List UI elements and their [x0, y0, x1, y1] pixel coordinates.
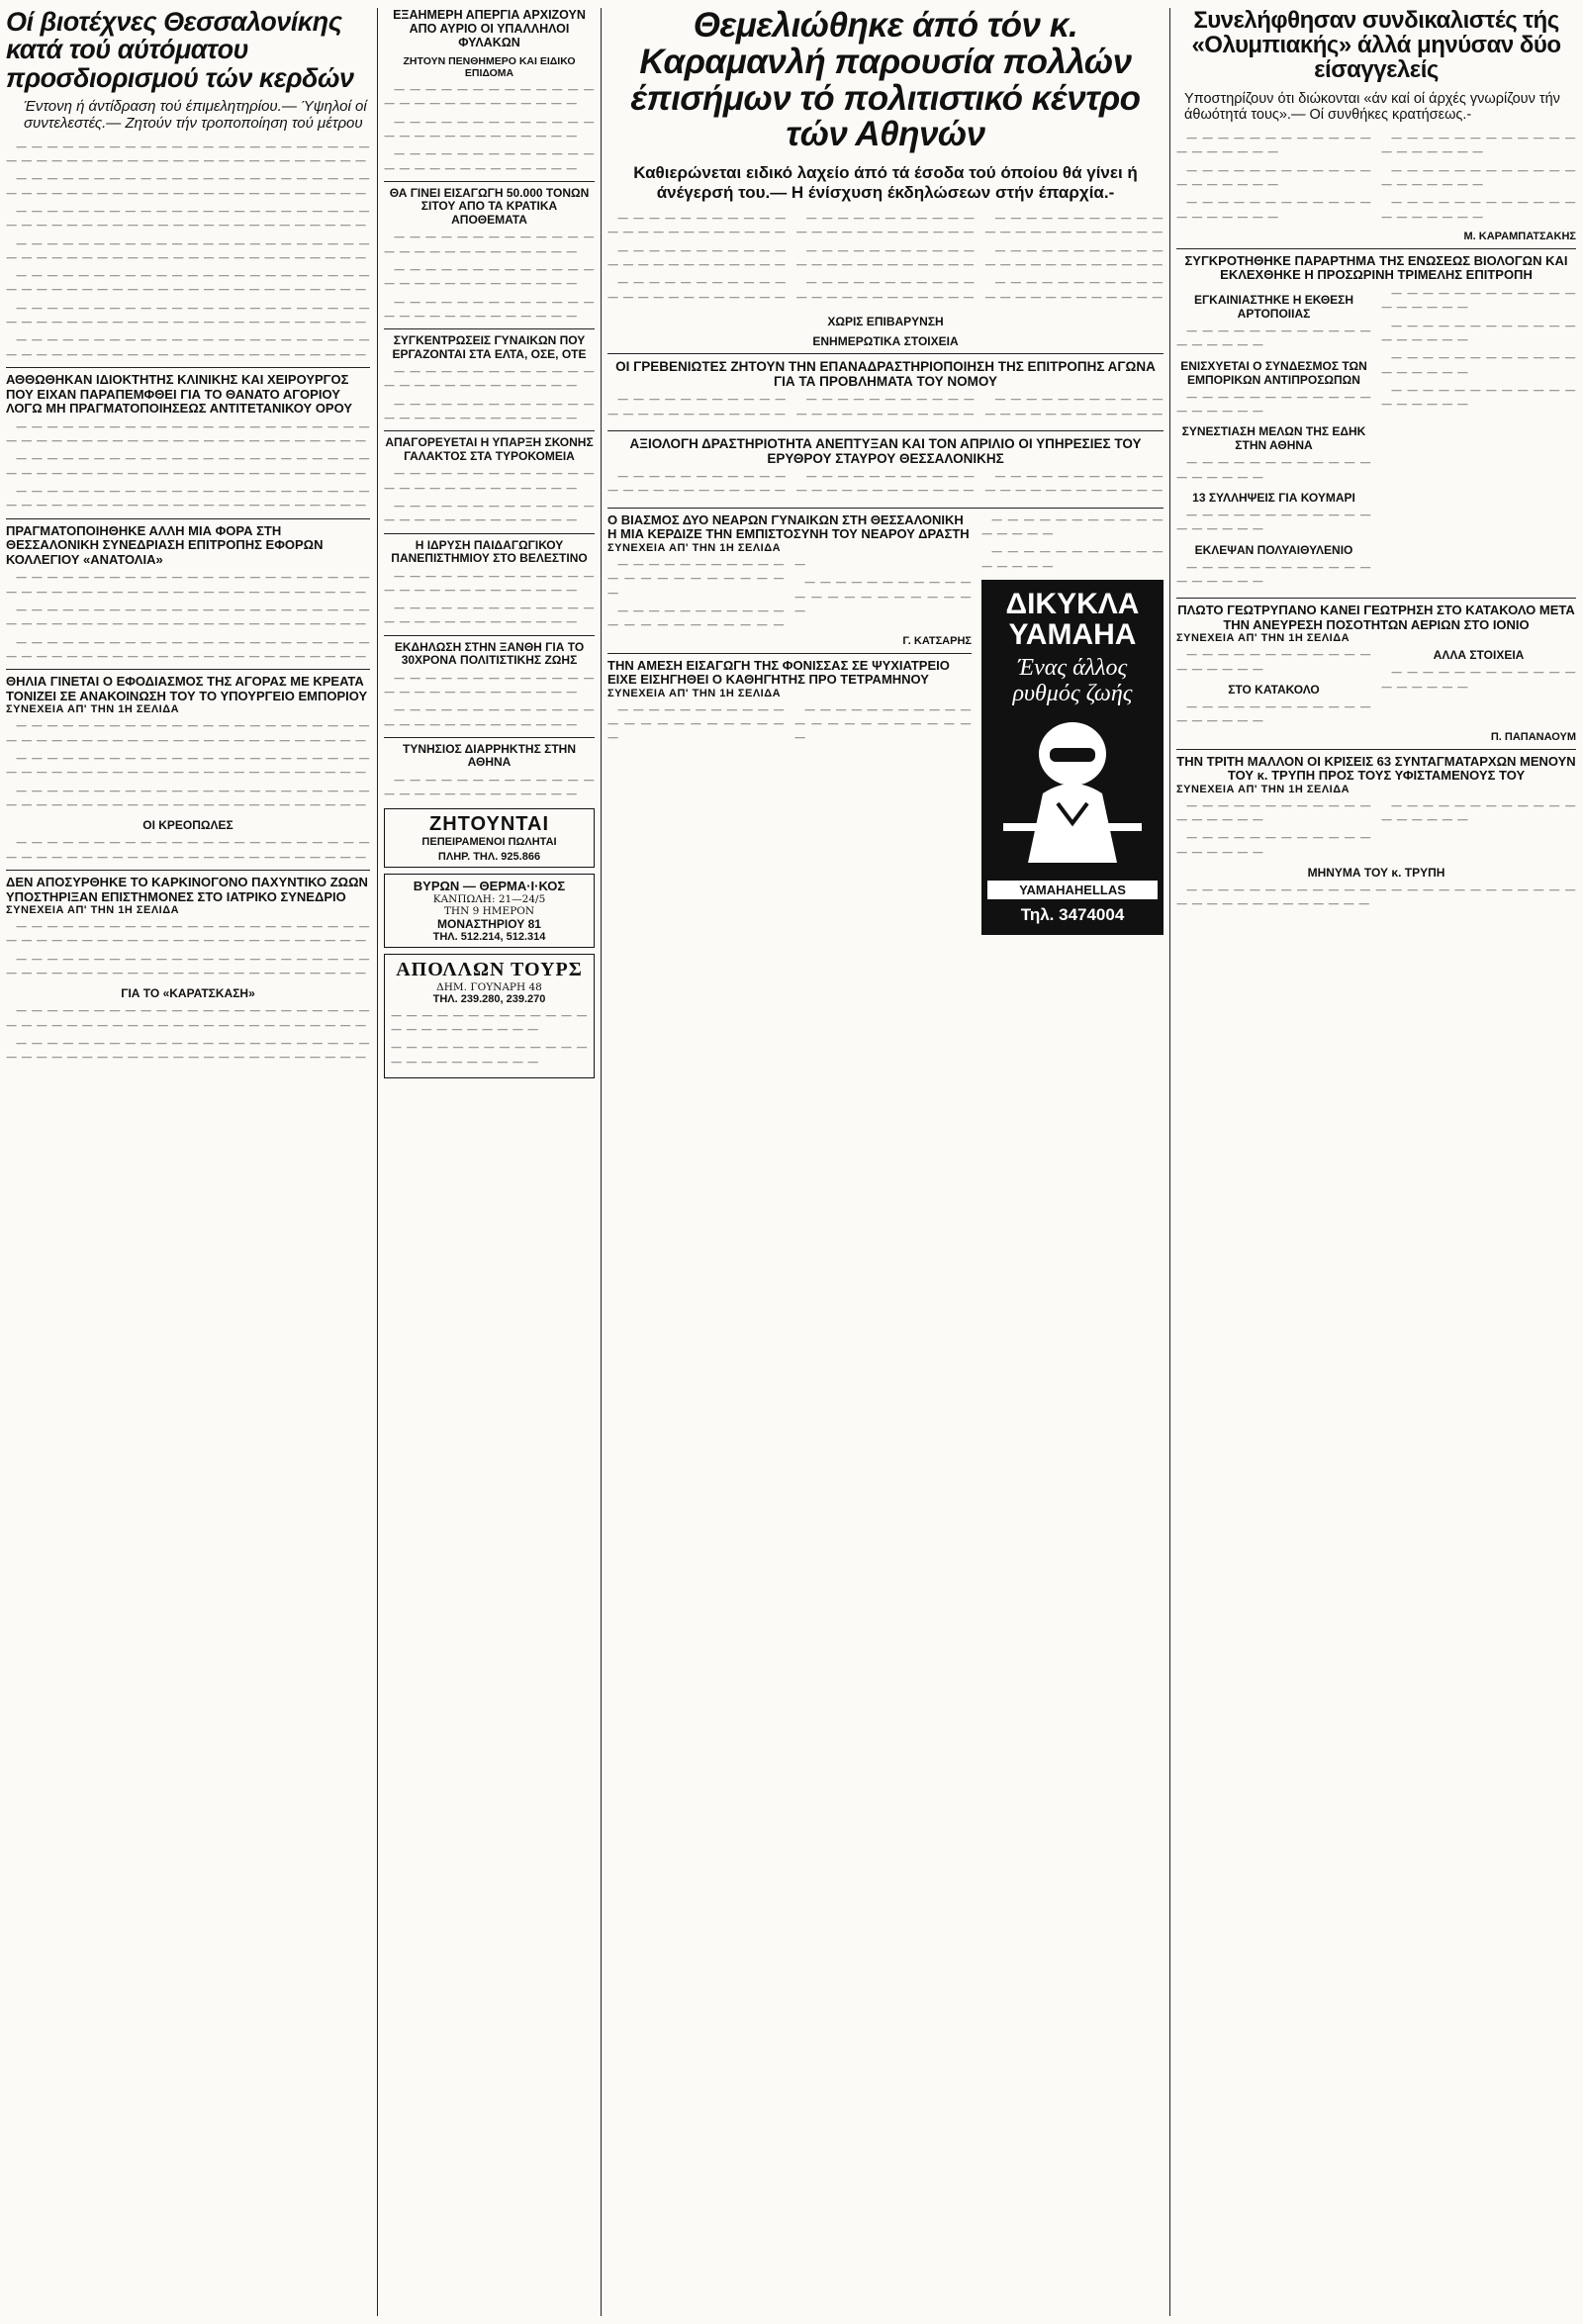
section-subhead: ΟΙ ΚΡΕΟΠΩΛΕΣ	[142, 818, 233, 833]
section-subhead: ΜΗΝΥΜΑ ΤΟΥ κ. ΤΡΥΠΗ	[1307, 866, 1445, 881]
subhead-craftsmen: Έντονη ή άντίδραση τού έπιμελητηρίου.— Ύψηλοί οί συντελεστές.— Ζητούν τήν τροποποίηση τού μέτρου	[24, 98, 367, 133]
article-body: — — — — — — — — — — — — — — — — — — — — — — — — — — — — — — — — — — — — — — — — — — — — — —	[607, 702, 972, 745]
headline-anatolia: ΠΡΑΓΜΑΤΟΠΟΙΗΘΗΚΕ ΑΛΛΗ ΜΙΑ ΦΟΡΑ ΣΤΗ ΘΕΣΣΑΛΟΝΙΚΗ ΣΥΝΕΔΡΙΑΣΗ ΕΠΙΤΡΟΠΗΣ ΕΦΟΡΩΝ ΚΟΛΛΕΓΙΟΥ «ΑΝΑΤΟΛΙΑ»	[6, 522, 324, 567]
headline-assault-case: Ο ΒΙΑΣΜΟΣ ΔΥΟ ΝΕΑΡΩΝ ΓΥΝΑΙΚΩΝ ΣΤΗ ΘΕΣΣΑΛΟΝΙΚΗ Η ΜΙΑ ΚΕΡΔΙΖΕ ΤΗΝ ΕΜΠΙΣΤΟΣΥΝΗ ΤΟΥ ΝΕΑΡΟΥ ΔΡΑΣΤΗ	[607, 511, 970, 542]
ad-line: ΔΗΜ. ΓΟΥΝΑΡΗ 48	[436, 980, 542, 993]
article-body: — — — — — — — — — — — — — — — — — — — — — — — — — — — — — — — — — — — — — — — — — — — — — — — — — — — — — —	[1176, 798, 1576, 859]
article-body: — — — — — — — — — — — — — — — — — —	[1176, 456, 1371, 484]
headline-milk-powder: ΑΠΑΓΟΡΕΥΕΤΑΙ Η ΥΠΑΡΞΗ ΣΚΟΝΗΣ ΓΑΛΑΚΤΟΣ ΣΤΑ ΤΥΡΟΚΟΜΕΙΑ	[385, 435, 594, 463]
ad-phone: ΤΗΛ. 512.214, 512.314	[432, 930, 546, 943]
article-body: — — — — — — — — — — — — — — — — — — — — — — — — — — — — — — — — — — — — — — — — — — — — — — —	[6, 836, 370, 864]
ad-line: ΜΟΝΑΣΤΗΡΙΟΥ 81	[437, 916, 541, 931]
headline-grevena: ΟΙ ΓΡΕΒΕΝΙΩΤΕΣ ΖΗΤΟΥΝ ΤΗΝ ΕΠΑΝΑΔΡΑΣΤΗΡΙΟΠΟΙΗΣΗ ΤΗΣ ΕΠΙΤΡΟΠΗΣ ΑΓΩΝΑ ΓΙΑ ΤΑ ΠΡΟΒΛΗΜΑΤΑ ΤΟΥ ΝΟΜΟΥ	[615, 359, 1156, 390]
headline-wheat-import: ΘΑ ΓΙΝΕΙ ΕΙΣΑΓΩΓΗ 50.000 ΤΟΝΩΝ ΣΙΤΟΥ ΑΠΟ ΤΑ ΚΡΑΤΙΚΑ ΑΠΟΘΕΜΑΤΑ	[389, 185, 590, 227]
article-body: — — — — — — — — — — — — — — — — — —	[1176, 560, 1371, 588]
article-body: — — — — — — — — — — — — — — — — — — — — — — — — — — — — — — — — — — — — — — — — — — — — — — — — — — — — — — — — — — — — — — — — — — — — — — — — — — — — — — — — — — — — — — — — — — — — — — — — — — — — — — — — — — — — — — — — — — — — — — — — — — — — — — — — — — — — — — — — — — — — —	[6, 419, 370, 512]
ad-slogan: Ένας άλλος	[1017, 654, 1128, 681]
ad-title: ΖΗΤΟΥΝΤΑΙ	[428, 812, 550, 835]
ad-brand-logo: YAMAHAHELLAS	[987, 881, 1158, 899]
article-body: — — — — — — — — — — — — — — — — — — — — — — — — — — — — — — — — — — — — — — — — — — — — — — — — — — — — — — — — — — — — — — — — — — — — — — — — — — — — — — — — — — — — — — — — — — — — — — — — — — — — — — — — — — — — — — — — — —	[1176, 131, 1576, 224]
headline-xanthi-event: ΕΚΔΗΛΩΣΗ ΣΤΗΝ ΞΑΝΘΗ ΓΙΑ ΤΟ 30ΧΡΟΝΑ ΠΟΛΙΤΙΣΤΙΚΗΣ ΖΩΗΣ	[394, 639, 585, 668]
continuation-label: ΣΥΝΕΧΕΙΑ ΑΠ' ΤΗΝ 1Η ΣΕΛΙΔΑ	[1176, 783, 1350, 795]
article-body: — — — — — — — — — — — — — — — — — — — — — — — — — — — — — — — — — — — — — — — — — — — — — — — — — — — — — — — — — — — — — — — — — — — — — — — — — — — — — —	[384, 231, 595, 323]
article-body: — — — — — — — — — — — — — — — — — — — — — — — — — — — — — — — — — — — — — — — — — — — — — — — — — — — — — — — — — — — — — — — — — — — — —	[607, 393, 1164, 420]
ad-phone: Τηλ. 3474004	[1020, 905, 1125, 925]
article-body: — — — — — — — — — — — — — — — — — — — — — — — — — — — — — — — — — — — — — — — — — — — — — — — — — — — —	[384, 467, 595, 527]
classified-ad-sellers	[384, 808, 595, 868]
motorcyclist-illustration	[998, 714, 1147, 873]
article-body: — — — — — — — — — — — — — — — — — —	[1176, 508, 1371, 536]
continuation-label: ΣΥΝΕΧΕΙΑ ΑΠ' ΤΗΝ 1Η ΣΕΛΙΔΑ	[607, 687, 782, 699]
ad-title: ΑΠΟΛΛΩΝ ΤΟΥΡΣ	[396, 958, 583, 980]
article-body: — — — — — — — — — — — — — — — — — — ΣΤΟ ΚΑΤΑΚΟΛΟ — — — — — — — — — — — — — — — — — — ΑΛΛΑ ΣΤΟΙΧΕΙΑ — — — — — — — — — — — — — — — — — —	[1176, 648, 1576, 728]
column-2	[384, 8, 595, 2316]
section-subhead: ΓΙΑ ΤΟ «ΚΑΡΑΤΣΚΑΣΗ»	[121, 986, 255, 1001]
section-subhead: ΕΝΗΜΕΡΩΤΙΚΑ ΣΤΟΙΧΕΙΑ	[812, 334, 959, 349]
article-body: — — — — — — — — — — — — — — — — — — — — — — — — — — — — — — — — — — — — — — — — — — — — — — — — — — — — — — — — — — — — — — — — — — — — — — — — — — — — — — — — — — — — — — — — — — — — — — — — — — — — — — — — — — — — — — — — — — — — — — — — — — — — — — — — — — — — — — — — — — — — —	[6, 719, 370, 812]
yamaha-advertisement	[981, 580, 1164, 935]
ad-title: ΔΙΚΥΚΛΑ	[1005, 588, 1140, 621]
headline-women-workers: ΣΥΓΚΕΝΤΡΩΣΕΙΣ ΓΥΝΑΙΚΩΝ ΠΟΥ ΕΡΓΑΖΟΝΤΑΙ ΣΤΑ ΕΛΤΑ, ΟΣΕ, ΟΤΕ	[392, 333, 587, 361]
section-subhead: ΕΚΛΕΨΑΝ ΠΟΛΥΑΙΘΥΛΕΝΙΟ	[1194, 542, 1353, 557]
headline-olympic: Συνελήφθησαν συνδικαλιστές τής «Ολυμπιακής» άλλά μηνύσαν δύο είσαγγελείς	[1191, 8, 1561, 84]
ad-text: ΠΕΠΕΙΡΑΜΕΝΟΙ ΠΩΛΗΤΑΙ	[421, 835, 557, 848]
headline-pedagogical-university: Η ΙΔΡΥΣΗ ΠΑΙΔΑΓΩΓΙΚΟΥ ΠΑΝΕΠΙΣΤΗΜΙΟΥ ΣΤΟ ΒΕΛΕΣΤΙΝΟ	[391, 537, 588, 566]
article-body: — — — — — — — — — — — — — — — — — — — — — — — — — — — — — — — —	[981, 512, 1164, 573]
classified-ad-byron	[384, 874, 595, 948]
continuation-label: ΣΥΝΕΧΕΙΑ ΑΠ' ΤΗΝ 1Η ΣΕΛΙΔΑ	[6, 904, 180, 917]
ad-brand-title: YAMAHA	[1008, 618, 1137, 652]
headline-tunisian-burglar: ΤΥΝΗΣΙΟΣ ΔΙΑΡΡΗΚΤΗΣ ΣΤΗΝ ΑΘΗΝΑ	[403, 742, 576, 770]
section-subhead: ΕΓΚΑΙΝΙΑΣΤΗΚΕ Η ΕΚΘΕΣΗ ΑΡΤΟΠΟΙΙΑΣ	[1193, 292, 1354, 321]
byline: Π. ΠΑΠΑΝΑΟΥΜ	[1490, 730, 1576, 743]
continuation-label: ΣΥΝΕΧΕΙΑ ΑΠ' ΤΗΝ 1Η ΣΕΛΙΔΑ	[6, 703, 180, 716]
article-body: — — — — — — — — — — — — — — — — — — — — — — — — — — — — — — — — — — — — — — — — — — — — — — — — — — — — — — — — — — — — — — — — — — — — —	[607, 557, 972, 632]
headline-colonels: ΤΗΝ ΤΡΙΤΗ ΜΑΛΛΟΝ ΟΙ ΚΡΙΣΕΙΣ 63 ΣΥΝΤΑΓΜΑΤΑΡΧΩΝ ΜΕΝΟΥΝ ΤΟΥ κ. ΤΡΥΠΗ ΠΡΟΣ ΤΟΥΣ ΥΦΙΣΤΑΜΕΝΟΥΣ ΤΟΥ	[1176, 753, 1576, 784]
ad-line: ΚΑΝΠΩΛΗ: 21—24/5	[432, 892, 546, 905]
article-body: — — — — — — — — — — — — — — — — — — — — — — — — — — — — — — — — — — — — — — — — — — — — — — — — — — — — — — — — — — — — — — — — — — — — — — — — — — — — — — — — — — — — — — — — — — — — — —	[6, 1004, 370, 1065]
article-body: — — — — — — — — — — — — — — — — — —	[1176, 324, 1371, 352]
headline-katakolo-drilling: ΠΛΩΤΟ ΓΕΩΤΡΥΠΑΝΟ ΚΑΝΕΙ ΓΕΩΤΡΗΣΗ ΣΤΟ ΚΑΤΑΚΟΛΟ ΜΕΤΑ ΤΗΝ ΑΝΕΥΡΕΣΗ ΠΟΣΟΤΗΤΩΝ ΑΕΡΙΩΝ ΣΤΟ ΙΟΝΙΟ	[1177, 603, 1575, 632]
article-body: — — — — — — — — — — — — — — — — — — — — — — — — — — — — — — — — — — — — — — — — — — — — — — — — — — — — — — — — — — — — — — — — — — — — — — — — — — — — — — — — — — — — — — — — — — — — — — — — — — — — — — — — — — — — — — — — — — — — — — — — — — — — — — — — — — — — — — — — — — — — —	[6, 571, 370, 664]
section-subhead: ΕΝΙΣΧΥΕΤΑΙ Ο ΣΥΝΔΕΣΜΟΣ ΤΩΝ ΕΜΠΟΡΙΚΩΝ ΑΝΤΙΠΡΟΣΩΠΩΝ	[1180, 358, 1367, 387]
headline-meat-supply: ΘΗΛΙΑ ΓΙΝΕΤΑΙ Ο ΕΦΟΔΙΑΣΜΟΣ ΤΗΣ ΑΓΟΡΑΣ ΜΕ ΚΡΕΑΤΑ ΤΟΝΙΖΕΙ ΣΕ ΑΝΑΚΟΙΝΩΣΗ ΤΟΥ ΤΟ ΥΠΟΥΡΓΕΙΟ ΕΜΠΟΡΙΟΥ	[6, 674, 368, 703]
article-body: — — — — — — — — — — — — — — — — — — — — — — — — — — — — — — — — — — — — — — — — — — — — — — — — — — — — — — — — — — — — — — — — — — — — — — — — — — — — — —	[384, 83, 595, 175]
column-rule	[601, 8, 602, 2316]
article-body: — — — — — — — — — — — — — — — — — — — — — — — — — — — — — — — — — — — — — — — — — — — — — — — — — — — —	[384, 569, 595, 629]
ad-line: ΤΗΝ 9 ΗΜΕΡΟΝ	[443, 904, 535, 917]
section-subhead: ΖΗΤΟΥΝ ΠΕΝΘΗΜΕΡΟ ΚΑΙ ΕΙΔΙΚΟ ΕΠΙΔΟΜΑ	[403, 55, 576, 79]
section-subhead: ΣΤΟ ΚΑΤΑΚΟΛΟ	[1228, 683, 1320, 697]
article-body: — — — — — — — — — — — — — — — — — — — — — — — — — — — — — — — — — — — — — — — — — — — — — — — — — — — — — — — — — — — — — — — — — — — — — — — — — — — — — — — — — — — — — — — — — — — — — — — — — — — — — — — — — — — — — — — — — — — — — — — — — — — — — — — — — — — — — — — — — — — — — — — — — — — — — — — — — — — — — — — — — — — — — — — — — — — — — — — — — — — — — — — — — — — — — — — — — — — — — — — — — — — — — — —	[607, 212, 1164, 304]
headline-psychiatric: ΤΗΝ ΑΜΕΣΗ ΕΙΣΑΓΩΓΗ ΤΗΣ ΦΟΝΙΣΣΑΣ ΣΕ ΨΥΧΙΑΤΡΕΙΟ ΕΙΧΕ ΕΙΣΗΓΗΘΕΙ Ο ΚΑΘΗΓΗΤΗΣ ΠΡΟ ΤΕΤΡΑΜΗΝΟΥ	[607, 657, 950, 688]
ad-slogan: ρυθμός ζωής	[1012, 681, 1133, 707]
column-rule	[1169, 8, 1170, 2316]
article-body: — — — — — — — — — — — — — — — — — — — — — — — — — — — — — — — — — — — — — — — — — — — — — — — — — — — —	[384, 365, 595, 425]
subhead-olympic: Υποστηρίζουν ότι διώκονται «άν καί οί άρχές γνωρίζουν τήν άθωότητά τους».— Οί συνθήκες κρατήσεως.-	[1184, 90, 1560, 124]
ad-phone: ΠΛΗΡ. ΤΗΛ. 925.866	[437, 850, 541, 863]
byline: Γ. ΚΑΤΣΑΡΗΣ	[902, 634, 972, 647]
headline-clinic-acquittal: ΑΘΘΩΘΗΚΑΝ ΙΔΙΟΚΤΗΤΗΣ ΚΛΙΝΙΚΗΣ ΚΑΙ ΧΕΙΡΟΥΡΓΟΣ ΠΟΥ ΕΙΧΑΝ ΠΑΡΑΠΕΜΦΘΕΙ ΓΙΑ ΤΟ ΘΑΝΑΤΟ ΑΓΟΡΙΟΥ ΛΟΓΩ ΜΗ ΠΡΑΓΜΑΤΟΠΟΙΗΣΕΩΣ ΑΝΤΙΤΕΤΑΝΙΚΟΥ ΟΡΟΥ	[6, 372, 353, 417]
subhead-cultural-center: Καθιερώνεται ειδικό λαχείο άπό τά έσοδα τού όποίου θά γίνει ή άνέγερσή του.— Η ένίσχυση έκδηλώσεων στήν έπαρχία.-	[633, 163, 1138, 202]
ad-phone: ΤΗΛ. 239.280, 239.270	[432, 992, 546, 1005]
byline: Μ. ΚΑΡΑΜΠΑΤΣΑΚΗΣ	[1463, 230, 1576, 242]
article-body: — — — — — — — — — — — — — — — — — — — — — — — — — — — — — — — — — — — — — — — — — — — — — — — — — — — — — — — — — — — — — — — — — — — — — — — — — — — — — — — — — — — — — — — — — — — — — — — — — — — — — — — — — — — — — — — — — — — — — — — — — — — — — — — — — — — — — — — — — — — — — — — — — — — — — — — — — — — — — — — — — — — — — — — — — — — — — — — — — — — — — — — — — — — — — — — — — — — — — — — — — — — — — — — — — — — — — — — — — — — — — — — — — — — — — — — — — — — — — — — — — — — — — — — — — — — — — — — — — — — — — — — — — — — — — — — — — — — — — — — — — — — — — — — — — — — — — — — — — — — — — — — — — — — — — — — — — — — — — — — — — — — — — — — — —	[6, 139, 370, 361]
section-subhead: 13 ΣΥΛΛΗΨΕΙΣ ΓΙΑ ΚΟΥΜΑΡΙ	[1192, 490, 1355, 505]
headline-carcinogen: ΔΕΝ ΑΠΟΣΥΡΘΗΚΕ ΤΟ ΚΑΡΚΙΝΟΓΟΝΟ ΠΑΧΥΝΤΙΚΟ ΖΩΩΝ ΥΠΟΣΤΗΡΙΞΑΝ ΕΠΙΣΤΗΜΟΝΕΣ ΣΤΟ ΙΑΤΡΙΚΟ ΣΥΝΕΔΡΙΟ	[6, 875, 368, 904]
ad-title: ΒΥΡΩΝ — ΘΕΡΜΑ·Ι·ΚΟΣ	[413, 878, 566, 893]
column-4	[1176, 8, 1576, 2316]
article-body: — — — — — — — — — — — — — — — — — — — — — — — — — — — — — — — — — — — — — — — — — — — — — — — — — — — —	[384, 671, 595, 731]
column-3	[607, 8, 1164, 2316]
headline-biologists: ΣΥΓΚΡΟΤΗΘΗΚΕ ΠΑΡΑΡΤΗΜΑ ΤΗΣ ΕΝΩΣΕΩΣ ΒΙΟΛΟΓΩΝ ΚΑΙ ΕΚΛΕΧΘΗΚΕ Η ΠΡΟΣΩΡΙΝΗ ΤΡΙΜΕΛΗΣ ΕΠΙΤΡΟΠΗ	[1184, 252, 1568, 283]
classified-ad-apollon: ΑΠΟΛΛΩΝ ΤΟΥΡΣ ΔΗΜ. ΓΟΥΝΑΡΗ 48 ΤΗΛ. 239.280, 239.270 — — — — — — — — — — — — — — — — — — — — — — — — — — — — — — — — — — — — — — — — — — — — — —	[384, 954, 595, 1078]
article-body: — — — — — — — — — — — — — — — — — —	[1176, 390, 1371, 418]
section-subhead: ΣΥΝΕΣΤΙΑΣΗ ΜΕΛΩΝ ΤΗΣ ΕΔΗΚ ΣΤΗΝ ΑΘΗΝΑ	[1181, 424, 1366, 453]
article-body: — — — — — — — — — — — — — — — — — — — — — — — — — — — — — — — — — — — — — — — — — — — — — — — — — — — — — — — — — — — — — — — — — — — — — — — —	[1381, 286, 1576, 412]
article-body: — — — — — — — — — — — — — — — — — — — — — — — — — —	[384, 773, 595, 801]
continuation-label: ΣΥΝΕΧΕΙΑ ΑΠ' ΤΗΝ 1Η ΣΕΛΙΔΑ	[1176, 632, 1350, 645]
column-1	[6, 8, 370, 2316]
continuation-label: ΣΥΝΕΧΕΙΑ ΑΠ' ΤΗΝ 1Η ΣΕΛΙΔΑ	[607, 541, 782, 554]
article-body: — — — — — — — — — — — — — — — — — — — — — — — — — — — — — — — — — — — — — —	[1176, 883, 1576, 911]
headline-prison-strike: ΕΞΑΗΜΕΡΗ ΑΠΕΡΓΙΑ ΑΡΧΙΖΟΥΝ ΑΠΟ ΑΥΡΙΟ ΟΙ ΥΠΑΛΛΗΛΟΙ ΦΥΛΑΚΩΝ	[393, 8, 586, 49]
article-body: — — — — — — — — — — — — — — — — — — — — — — — — — — — — — — — — — — — — — — — — — — — — — — — — — — — — — — — — — — — — — — — — — — — — — — — — — — — — — — — — — — — — — — — — — — — — — —	[6, 920, 370, 980]
column-rule	[377, 8, 378, 2316]
headline-craftsmen: Οί βιοτέχνες Θεσσαλονίκης κατά τού αύτόματου προσδιορισμού τών κερδών	[6, 8, 354, 93]
section-subhead: ΑΛΛΑ ΣΤΟΙΧΕΙΑ	[1433, 648, 1525, 663]
headline-cultural-center: Θεμελιώθηκε άπό τόν κ. Καραμανλή παρουσία πολλών έπισήμων τό πολιτιστικό κέντρο τών Αθηνών	[630, 8, 1141, 154]
article-body: — — — — — — — — — — — — — — — — — — — — — — — — — — — — — — — — — — — — — — — — — — — — — — — — — — — — — — — — — — — — — — — — — — — — —	[607, 470, 1164, 498]
headline-red-cross: ΑΞΙΟΛΟΓΗ ΔΡΑΣΤΗΡΙΟΤΗΤΑ ΑΝΕΠΤΥΞΑΝ ΚΑΙ ΤΟΝ ΑΠΡΙΛΙΟ ΟΙ ΥΠΗΡΕΣΙΕΣ ΤΟΥ ΕΡΥΘΡΟΥ ΣΤΑΥΡΟΥ ΘΕΣΣΑΛΟΝΙΚΗΣ	[629, 435, 1142, 467]
section-subhead: ΧΩΡΙΣ ΕΠΙΒΑΡΥΝΣΗ	[827, 315, 944, 329]
